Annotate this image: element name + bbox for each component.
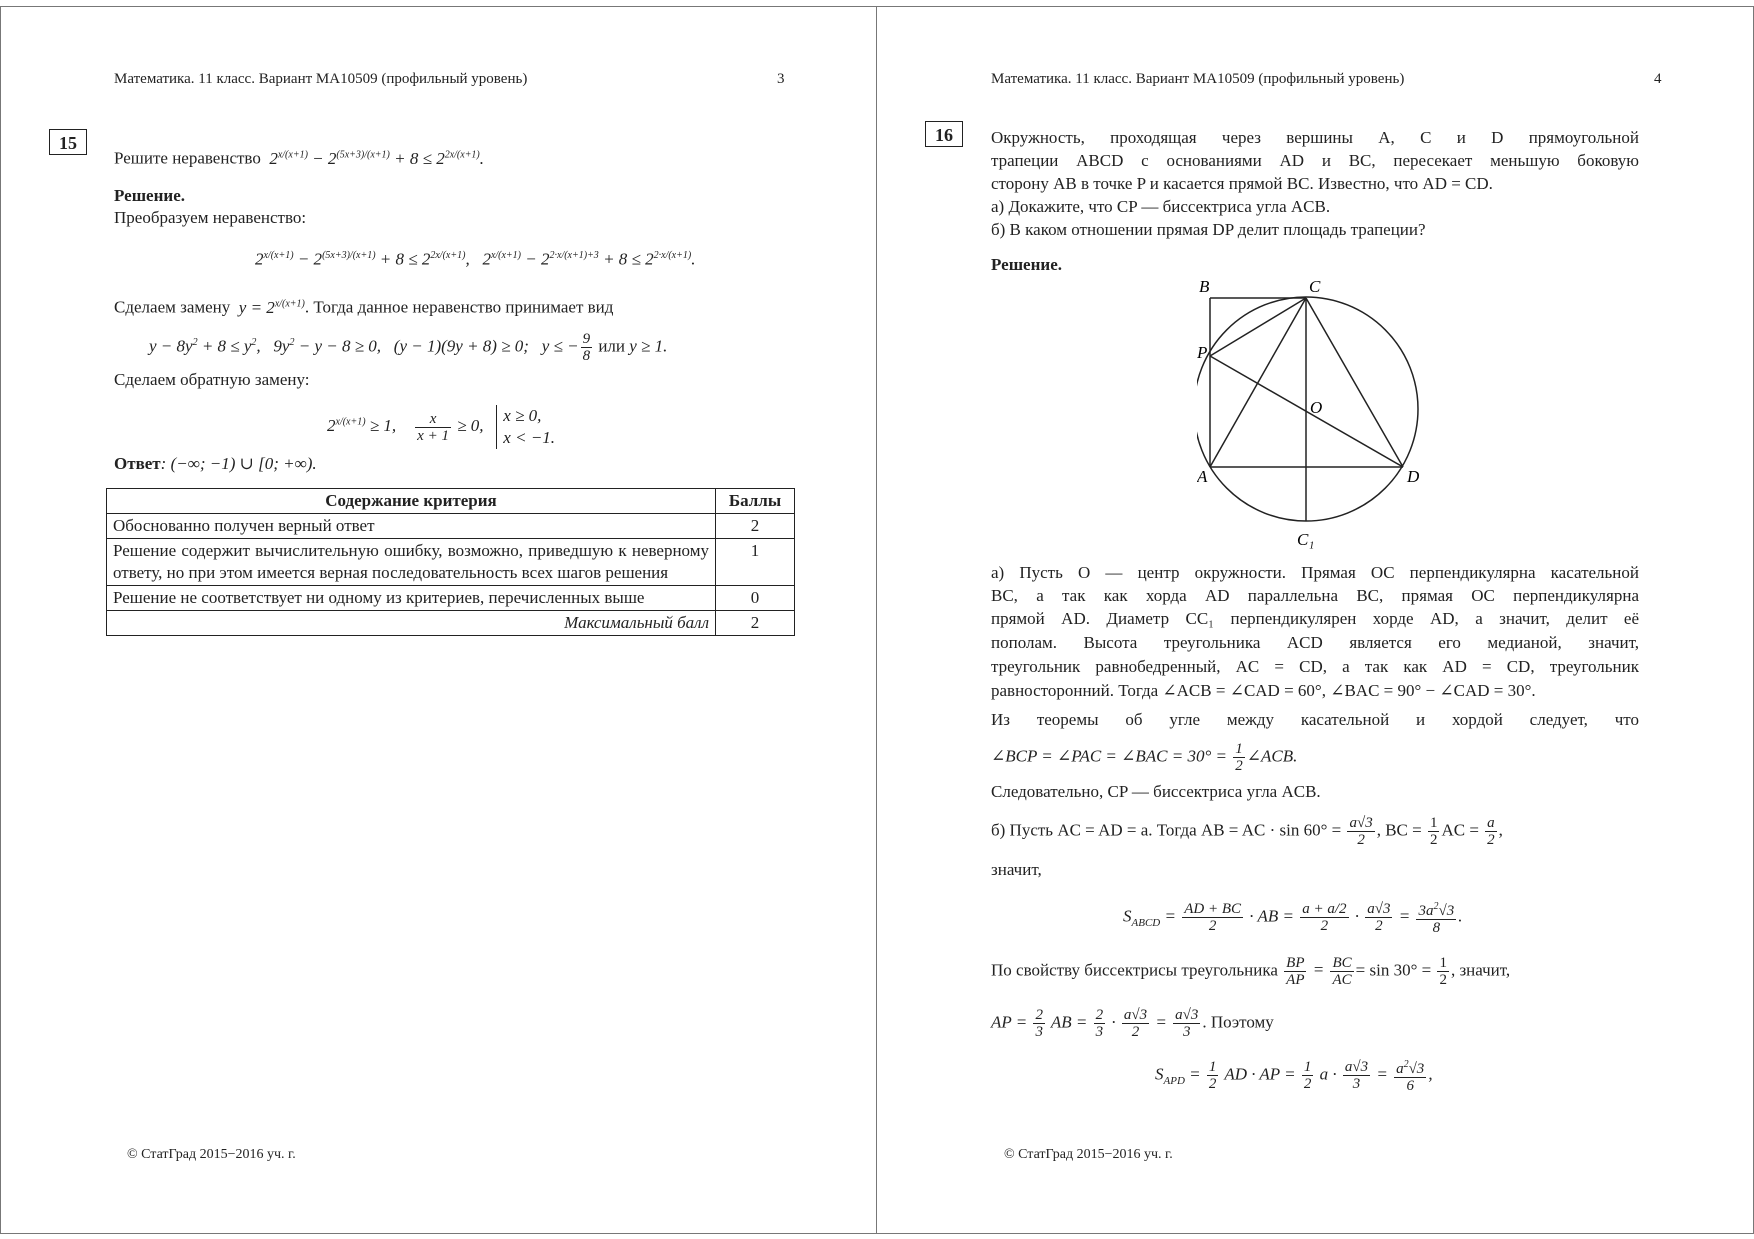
s-apd-sub: APD — [1163, 1074, 1185, 1087]
frac-bc-ac: $\frac{BC}{AC}$ — [1332, 955, 1352, 988]
task-16-line-3: сторону AB в точке P и касается прямой BC. Известно, что AD = CD. — [991, 174, 1493, 193]
label-D: D — [1407, 467, 1420, 486]
segment-CA — [1210, 298, 1306, 467]
label-B: B — [1199, 277, 1210, 296]
task-15-transformed-inequality: $2^{x/(x+1)} - 2^{(5x+3)/(x+1)} + 8 \le 2^{2x/(x+1)}$, $2^{x/(x+1)} - 2^{2\cdot x/(x+1)+3} + 8 \le 2^{2\cdot x/(x+1)}$. — [255, 249, 696, 269]
task-15-inequality: $2^{x/(x+1)} - 2^{(5x+3)/(x+1)} + 8 \le 2^{2x/(x+1)}$. — [265, 148, 485, 168]
label-A: A — [1197, 467, 1208, 486]
criteria-header-content: Содержание критерия — [107, 489, 716, 514]
bisector-mid: = sin 30° = — [1355, 960, 1432, 980]
task-15-substitution — [114, 293, 613, 319]
criteria-text: Обоснованно получен верный ответ — [107, 514, 716, 539]
criteria-points: 0 — [716, 586, 795, 611]
ap-post: . Поэтому — [1202, 1012, 1274, 1032]
right-page-number: 4 — [1654, 71, 1662, 87]
frac-9-8: $\frac{9}{8}$ — [582, 331, 591, 364]
frac-a-sqrt3-2: $\frac{a√3}{2}$ — [1349, 815, 1373, 848]
angle-equation — [991, 741, 1297, 774]
criteria-header-row — [107, 489, 795, 514]
criteria-max-points: 2 — [716, 611, 795, 636]
theorem-line: Из теоремы об угле между касательной и хордой следует, что — [991, 710, 1639, 729]
frac-1-2e: $\frac{1}{2}$ — [1303, 1059, 1312, 1092]
criteria-points: 2 — [716, 514, 795, 539]
task-16-part-a: а) Докажите, что CP — биссектриса угла ACB. — [991, 197, 1331, 216]
criteria-points: 1 — [716, 539, 795, 586]
task-15-answer — [114, 453, 317, 475]
right-page — [876, 6, 1754, 1234]
bisector-post: , значит, — [1450, 960, 1511, 980]
substitution-formula: $y = 2^{x/(x+1)}$ — [234, 297, 305, 317]
task-15-quadratic-chain: $y - 8y^2 + 8 \le y^2$, $9y^2 - y - 8 \ge 0$, (y − 1)(9y + 8) ≥ 0; y ≤ − $\frac{9}{8}$ или y ≥ 1. — [149, 331, 668, 364]
criteria-table — [106, 488, 795, 636]
sol-a-line-1: а) Пусть O — центр окружности. Прямая OC перпендикулярна касательной — [991, 563, 1639, 582]
bisector-line — [991, 955, 1639, 988]
sol-a-line-3: прямой AD. Диаметр CC₁ перпендикулярен хорде AD, а значит, делит её — [991, 609, 1639, 628]
task-15-transform-text: Преобразуем неравенство: — [114, 208, 307, 227]
segment-CP — [1210, 298, 1306, 356]
answer-value: : (−∞; −1) ∪ [0; +∞). — [160, 454, 317, 473]
table-row — [107, 514, 795, 539]
criteria-text: Решение содержит вычислительную ошибку, возможно, приведшую к неверному ответу, но при этом имеется верная последовательность всех шагов решения — [107, 539, 716, 586]
ap-formula: AP = $\frac{2}{3}$ AB = $\frac{2}{3}$ · $\frac{a√3}{2}$ = $\frac{a√3}{3}$ . Поэтому — [991, 1007, 1274, 1040]
left-page-header: Математика. 11 класс. Вариант МА10509 (профильный уровень) — [114, 71, 528, 87]
angle-eq-post: ∠ACB. — [1246, 746, 1298, 766]
frac-a-sqrt3-3b: $\frac{a√3}{3}$ — [1344, 1059, 1369, 1092]
ap-pre: AP = — [991, 1012, 1028, 1032]
frac-a2-sqrt3-6: $\frac{a^2√3}{6}$ — [1396, 1059, 1425, 1094]
task-15-inverse-text: Сделаем обратную замену: — [114, 370, 310, 389]
part-b-mid: , BC = — [1376, 820, 1422, 840]
area-abcd-formula: $S_{ABCD}$ = $\frac{AD + BC}{2}$ · AB = $\frac{a + a/2}{2}$ · $\frac{a√3}{2}$ = $\frac{3a^2√3}{8}$ . — [1123, 901, 1463, 936]
frac-a-sqrt3-2c: $\frac{a√3}{2}$ — [1123, 1007, 1148, 1040]
task-16-solution-label: Решение. — [991, 255, 1062, 274]
task-15-solution-label: Решение. — [114, 186, 185, 205]
criteria-header-points: Баллы — [716, 489, 795, 514]
bisector-ratio: $\frac{BP}{AP}$ = $\frac{BC}{AC}$ — [1286, 955, 1352, 988]
criteria-max-label: Максимальный балл — [107, 611, 716, 636]
sol-a-line-6: равносторонний. Тогда ∠ACB = ∠CAD = 60°, ∠BAC = 90° − ∠CAD = 30°. — [991, 681, 1536, 700]
task-16-line-2: трапеции ABCD с основаниями AD и BC, пересекает меньшую боковую — [991, 151, 1639, 170]
conclusion-a: Следовательно, CP — биссектриса угла ACB. — [991, 782, 1321, 801]
right-footer: © СтатГрад 2015−2016 уч. г. — [1004, 1147, 1173, 1162]
frac-1-2c: $\frac{1}{2}$ — [1439, 955, 1447, 988]
substitution-text-pre: Сделаем замену — [114, 297, 231, 317]
bisector-pre: По свойству биссектрисы треугольника — [991, 960, 1278, 980]
frac-2-3b: $\frac{2}{3}$ — [1095, 1007, 1104, 1040]
task-16-number: 16 — [925, 121, 963, 147]
criteria-max-row — [107, 611, 795, 636]
label-C1: C₁ — [1297, 530, 1315, 549]
part-b-setup: б) Пусть AC = AD = a. Тогда AB = AC · sin 60° = $\frac{a√3}{2}$ , BC = $\frac{1}{2}$ AC = $\frac{a}{2}$ , — [991, 815, 1503, 848]
criteria-text: Решение не соответствует ни одному из критериев, перечисленных выше — [107, 586, 716, 611]
geometry-diagram — [1197, 277, 1437, 549]
left-page — [0, 6, 878, 1234]
frac-bp-ap: $\frac{BP}{AP}$ — [1286, 955, 1305, 988]
s-abcd-sub: ABCD — [1131, 916, 1161, 929]
frac-3a2-sqrt3-8: $\frac{3a^2√3}{8}$ — [1418, 901, 1455, 936]
segment-CD — [1306, 298, 1403, 467]
label-O: O — [1310, 398, 1323, 417]
table-row — [107, 586, 795, 611]
znachit-1: значит, — [991, 860, 1042, 879]
substitution-text-post: . Тогда данное неравенство принимает вид — [304, 297, 614, 317]
frac-2-3: $\frac{2}{3}$ — [1035, 1007, 1043, 1040]
frac-1-2: $\frac{1}{2}$ — [1235, 741, 1243, 774]
label-C: C — [1309, 277, 1321, 296]
frac-1-2b: $\frac{1}{2}$ — [1429, 815, 1438, 848]
answer-label: Ответ — [114, 454, 161, 473]
table-row — [107, 539, 795, 586]
frac-a-plus-a2: $\frac{a + a/2}{2}$ — [1302, 901, 1347, 934]
angle-eq-pre: ∠BCP = ∠PAC = ∠BAC = 30° = — [991, 746, 1227, 766]
left-footer: © СтатГрад 2015−2016 уч. г. — [127, 1147, 296, 1162]
circle — [1197, 297, 1418, 521]
frac-a-sqrt3-3: $\frac{a√3}{3}$ — [1175, 1007, 1199, 1040]
right-page-header: Математика. 11 класс. Вариант МА10509 (профильный уровень) — [991, 71, 1405, 87]
left-page-number: 3 — [777, 71, 785, 87]
task-16-line-1: Окружность, проходящая через вершины A, C и D прямоугольной — [991, 128, 1639, 147]
frac-x-over-x1: $\frac{x}{x + 1}$ — [417, 410, 449, 444]
part-b-mid2: AC = — [1441, 820, 1479, 840]
frac-a-2: $\frac{a}{2}$ — [1487, 815, 1495, 848]
system-bracket: x ≥ 0, x < −1. — [496, 405, 555, 449]
area-apd-formula: $S_{APD}$ = $\frac{1}{2}$ AD · AP = $\frac{1}{2}$ a · $\frac{a√3}{3}$ = $\frac{a^2√3}{6}$ , — [1155, 1059, 1433, 1094]
label-P: P — [1197, 343, 1208, 362]
sol-a-line-2: BC, а так как хорда AD параллельна BC, прямая OC перпендикулярна — [991, 586, 1639, 605]
task-15-number: 15 — [49, 129, 87, 155]
task-15-inverse-chain: $2^{x/(x+1)} \ge 1$, $\frac{x}{x + 1}$ ≥ 0, x ≥ 0, x < −1. — [327, 406, 556, 447]
frac-1-2d: $\frac{1}{2}$ — [1208, 1059, 1217, 1092]
task-15-statement-prefix: Решите неравенство — [114, 148, 261, 168]
sol-a-line-4: пополам. Высота треугольника ACD является его медианой, значит, — [991, 633, 1639, 652]
frac-a-sqrt3-2b: $\frac{a√3}{2}$ — [1367, 901, 1391, 934]
task-16-part-b: б) В каком отношении прямая DP делит площадь трапеции? — [991, 220, 1426, 239]
task-15-statement — [114, 144, 484, 170]
part-b-pre: б) Пусть AC = AD = a. Тогда AB = AC · sin 60° = — [991, 820, 1342, 840]
s-abcd-symbol: S — [1123, 906, 1132, 926]
sol-a-line-5: треугольник равнобедренный, AC = CD, а так как AD = CD, треугольник — [991, 657, 1639, 676]
frac-ad-bc-2: $\frac{AD + BC}{2}$ — [1184, 901, 1242, 934]
